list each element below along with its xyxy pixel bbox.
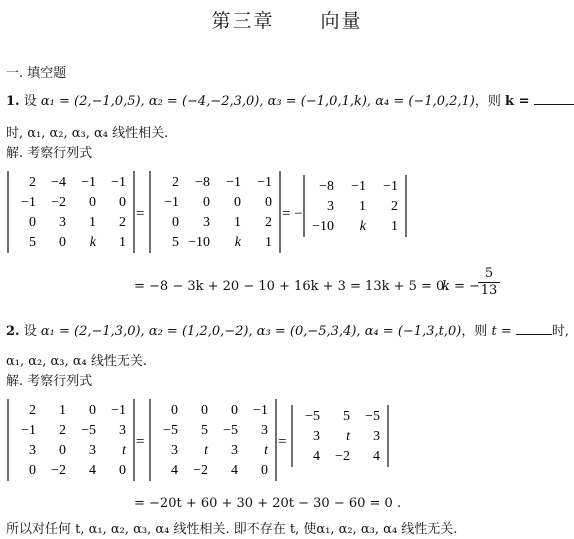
- problem2-determinants: [0, 393, 574, 485]
- problem1-det2-cell-r1c2: −8: [195, 175, 210, 190]
- problem1-vector-4: α₄ = (−1,0,2,1): [375, 94, 475, 109]
- problem2-det1-cell-r3c3: 3: [89, 443, 96, 458]
- problem2-det2-cell-r4c3: 4: [231, 463, 238, 478]
- problem2-det3-cell-r2c1: 3: [313, 429, 320, 444]
- problem1-det1-cell-r1c2: −4: [51, 175, 66, 190]
- problem2-det3-cell-r3c1: 4: [313, 449, 320, 464]
- problem2-det3-cell-r1c2: 5: [343, 409, 350, 424]
- problem1-det2-cell-r4c1: 5: [172, 235, 179, 250]
- problem1-result: = −8 − 3k + 20 − 10 + 16k + 3 = 13k + 5 = 0.: [134, 279, 449, 294]
- problem2-det1-cell-r2c1: −1: [21, 423, 36, 438]
- problem2-continuation: α₁, α₂, α₃, α₄ 线性无关.: [6, 354, 148, 369]
- problem1-det2-cell-r3c1: 0: [172, 215, 179, 230]
- problem1-eq1: =: [136, 206, 145, 222]
- problem1-det1-cell-r2c1: −1: [21, 195, 36, 210]
- problem1-det3: [304, 175, 406, 237]
- problem2-conclusion: 所以对任何 t, α₁, α₂, α₃, α₄ 线性相关. 即不存在 t, 使α₁, α₂, α₃, α₄ 线性无关.: [6, 522, 458, 537]
- problem1-det3-sign: = −: [282, 206, 303, 222]
- problem2-det1-cell-r2c3: −5: [81, 423, 96, 438]
- problem1-det1-cell-r3c2: 3: [59, 215, 66, 230]
- problem2-prefix: 设: [23, 324, 37, 339]
- problem1-det2-cell-r3c2: 3: [203, 215, 210, 230]
- problem1-det1: [8, 171, 134, 253]
- problem1-det2-cell-r1c3: −1: [226, 175, 241, 190]
- problem1-det1-cell-r3c3: 1: [89, 215, 96, 230]
- problem2-number: 2.: [6, 324, 20, 339]
- problem2-det3-cell-r3c3: 4: [373, 449, 380, 464]
- problem2-det1-cell-r4c3: 4: [89, 463, 96, 478]
- problem2-det1-cell-r1c4: −1: [111, 403, 126, 418]
- problem1-answer: [442, 279, 480, 294]
- problem1-det2-cell-r3c3: 1: [234, 215, 241, 230]
- problem1-det1-cell-r4c4: 1: [119, 235, 126, 250]
- problem1-det2-cell-r2c4: 0: [265, 195, 272, 210]
- problem1-statement: [6, 90, 574, 109]
- problem2-det3: [292, 405, 388, 467]
- problem2-question-var: t =: [491, 324, 512, 339]
- problem1-det2-cell-r1c4: −1: [257, 175, 272, 190]
- problem1-det2-cell-r2c3: 0: [234, 195, 241, 210]
- problem2-det2-cell-r3c2: t: [204, 443, 208, 458]
- problem1-det1-cell-r4c3: k: [89, 235, 96, 250]
- problem2-answer-blank[interactable]: [516, 322, 552, 335]
- problem1-det2-cell-r4c3: k: [234, 235, 241, 250]
- problem1-det3-cell-r3c2: k: [359, 219, 366, 234]
- problem2-eq2: =: [278, 434, 287, 450]
- chapter-name: 向量: [320, 10, 363, 32]
- problem1-vector-2: α₂ = (−4,−2,3,0),: [148, 94, 264, 109]
- problem2-question-suffix: 时,: [551, 324, 569, 339]
- chapter-number: 第三章: [211, 10, 275, 32]
- problem2-det3-cell-r2c3: 3: [373, 429, 380, 444]
- problem1-vector-3: α₃ = (−1,0,1,k),: [267, 94, 372, 109]
- problem1-number: 1.: [6, 94, 20, 109]
- problem2-vector-1: α₁ = (2,−1,3,0),: [40, 324, 145, 339]
- problem2-det2-cell-r1c4: −1: [253, 403, 268, 418]
- problem2-det2-cell-r1c1: 0: [171, 403, 178, 418]
- problem2-det1-cell-r4c1: 0: [29, 463, 36, 478]
- problem2-det2-cell-r4c1: 4: [171, 463, 178, 478]
- problem2-det1-cell-r1c2: 1: [59, 403, 66, 418]
- problem1-answer-numerator: 5: [484, 266, 494, 281]
- problem1-answer-fraction: [478, 266, 500, 298]
- problem1-question-prefix: ，则: [474, 94, 501, 109]
- problem2-question-prefix: ，则: [461, 324, 488, 339]
- problem1-prefix: 设: [23, 94, 37, 109]
- problem1-question-var: k =: [505, 94, 530, 109]
- problem2-det3-cell-r3c2: −2: [335, 449, 350, 464]
- chapter-title: [0, 6, 574, 33]
- problem1-det1-cell-r2c2: −2: [51, 195, 66, 210]
- problem1-det1-cell-r1c4: −1: [111, 175, 126, 190]
- problem2-vector-3: α₃ = (0,−5,3,4),: [256, 324, 361, 339]
- problem1-solution-intro: 解. 考察行列式: [6, 146, 93, 161]
- section-title: 一. 填空题: [6, 66, 67, 81]
- problem2-det1-cell-r3c4: t: [122, 443, 126, 458]
- problem1-det3-cell-r1c3: −1: [383, 179, 398, 194]
- problem2-vector-4: α₄ = (−1,3,t,0): [364, 324, 462, 339]
- problem2-det2-cell-r2c3: −5: [223, 423, 238, 438]
- problem2-det3-cell-r1c1: −5: [305, 409, 320, 424]
- problem2-det2-cell-r3c4: t: [264, 443, 268, 458]
- problem1-det3-cell-r3c1: −10: [312, 219, 334, 234]
- problem1-det1-cell-r4c2: 0: [59, 235, 66, 250]
- problem1-det3-cell-r1c1: −8: [319, 179, 334, 194]
- problem1-det3-cell-r2c2: 1: [359, 199, 366, 214]
- problem2-det1-cell-r4c4: 0: [119, 463, 126, 478]
- problem2-vector-2: α₂ = (1,2,0,−2),: [148, 324, 253, 339]
- problem2-det1-cell-r3c2: 0: [59, 443, 66, 458]
- problem2-result: = −20t + 60 + 30 + 20t − 30 − 60 = 0 .: [134, 496, 402, 511]
- problem2-det1-cell-r2c4: 3: [119, 423, 126, 438]
- problem1-det2: [150, 171, 280, 253]
- problem2-det3-cell-r1c3: −5: [365, 409, 380, 424]
- problem2-solution-intro: 解. 考察行列式: [6, 374, 93, 389]
- problem2-det2-cell-r3c3: 3: [231, 443, 238, 458]
- problem2-det2-cell-r2c4: 3: [261, 423, 268, 438]
- problem1-det2-cell-r1c1: 2: [172, 175, 179, 190]
- problem1-det1-cell-r3c1: 0: [29, 215, 36, 230]
- problem2-det2-cell-r2c1: −5: [163, 423, 178, 438]
- problem1-det1-cell-r2c4: 0: [119, 195, 126, 210]
- problem2-statement: [6, 320, 569, 339]
- problem2-det2-cell-r1c3: 0: [231, 403, 238, 418]
- problem1-det3-cell-r3c3: 1: [391, 219, 398, 234]
- problem2-det1-cell-r4c2: −2: [51, 463, 66, 478]
- problem1-det1-cell-r1c3: −1: [81, 175, 96, 190]
- problem2-det3-cell-r2c2: t: [346, 429, 350, 444]
- problem2-eq1: =: [136, 434, 145, 450]
- problem2-det2-cell-r1c2: 0: [201, 403, 208, 418]
- problem1-det1-cell-r4c1: 5: [29, 235, 36, 250]
- problem1-det3-cell-r2c1: 3: [327, 199, 334, 214]
- problem2-det1-cell-r2c2: 2: [59, 423, 66, 438]
- problem2-det1-cell-r1c1: 2: [29, 403, 36, 418]
- problem1-det1-cell-r3c4: 2: [119, 215, 126, 230]
- problem1-answer-lhs: k = −: [442, 279, 480, 294]
- problem2-det2-cell-r3c1: 3: [171, 443, 178, 458]
- problem1-answer-blank[interactable]: [534, 92, 574, 105]
- problem2-det1: [8, 399, 134, 481]
- problem1-det2-cell-r4c2: −10: [188, 235, 210, 250]
- problem1-vector-1: α₁ = (2,−1,0,5),: [40, 94, 145, 109]
- problem2-det2-cell-r4c2: −2: [193, 463, 208, 478]
- problem1-det3-cell-r1c2: −1: [351, 179, 366, 194]
- problem1-answer-denominator: 13: [478, 282, 500, 298]
- problem1-continuation: 时, α₁, α₂, α₃, α₄ 线性相关.: [6, 126, 169, 141]
- problem1-det2-cell-r2c1: −1: [164, 195, 179, 210]
- problem2-det1-cell-r1c3: 0: [89, 403, 96, 418]
- problem1-determinants: [0, 165, 574, 255]
- problem2-det2-cell-r2c2: 5: [201, 423, 208, 438]
- problem2-det2: [150, 399, 276, 481]
- problem2-det1-cell-r3c1: 3: [29, 443, 36, 458]
- problem1-det2-cell-r4c4: 1: [265, 235, 272, 250]
- problem1-det3-cell-r2c3: 2: [391, 199, 398, 214]
- problem1-det1-cell-r2c3: 0: [89, 195, 96, 210]
- problem1-det1-cell-r1c1: 2: [29, 175, 36, 190]
- problem1-det2-cell-r2c2: 0: [203, 195, 210, 210]
- problem2-det2-cell-r4c4: 0: [261, 463, 268, 478]
- problem1-det2-cell-r3c4: 2: [265, 215, 272, 230]
